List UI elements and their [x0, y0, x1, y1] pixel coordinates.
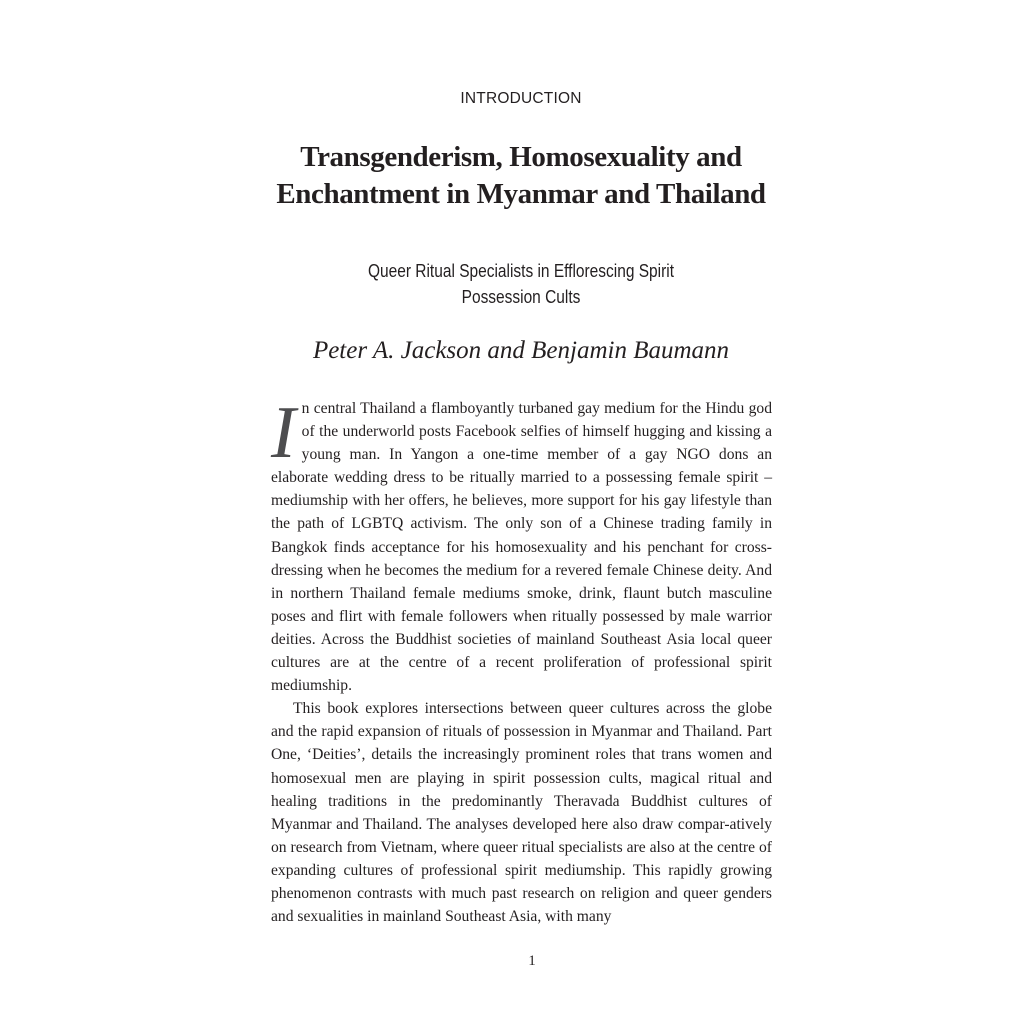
chapter-subtitle: Queer Ritual Specialists in Efflorescing Spirit Possession Cults [367, 261, 674, 307]
chapter-title: Transgenderism, Homosexuality and Enchantment in Myanmar and Thailand [276, 141, 766, 210]
body-text [271, 392, 772, 928]
section-label: INTRODUCTION [460, 90, 582, 107]
paragraph-1-text: n central Thailand a flamboyantly turbaned gay medium for the Hindu god of the underworld posts Facebook selfies of himself hugging and kissing a young man. In Yangon a one-time member of a gay NGO dons an elaborate wedding dress to be ritually married to a possessing female spirit – mediumship with her offers, he believes, more support for his gay lifestyle than the path of LGBTQ activism. The only son of a Chinese trading family in Bangkok finds acceptance for his homosexuality and his penchant for cross-dressing when he becomes the medium for a revered female Chinese deity. And in northern Thailand female mediums smoke, drink, flaunt butch masculine poses and flirt with female followers when ritually possessed by male warrior deities. Across the Buddhist societies of mainland Southeast Asia local queer cultures are at the centre of a recent proliferation of professional spirit mediumship. [271, 400, 772, 695]
paragraph-1 [271, 392, 772, 697]
page-number: 1 [528, 953, 536, 969]
paragraph-2: This book explores intersections between queer cultures across the globe and the rapid expansion of rituals of possession in Myanmar and Thailand. Part One, ‘Deities’, details the increasingly prominent roles that trans women and homosexual men are playing in spirit possession cults, magical ritual and healing traditions in the predominantly Theravada Buddhist cultures of Myanmar and Thailand. The analyses developed here also draw compar-atively on research from Vietnam, where queer ritual specialists are also at the centre of expanding cultures of professional spirit mediumship. This rapidly growing phenomenon contrasts with much past research on religion and queer genders and sexualities in mainland Southeast Asia, with many [271, 700, 772, 926]
chapter-authors: Peter A. Jackson and Benjamin Baumann [312, 337, 730, 364]
drop-cap: I [271, 392, 296, 474]
